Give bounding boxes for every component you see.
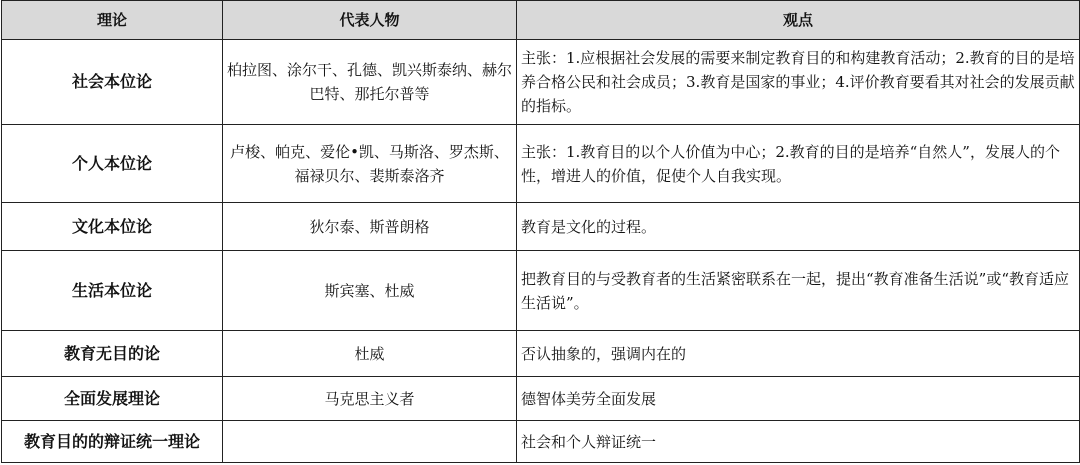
table-row	[2, 203, 1080, 251]
people-cell: 马克思主义者	[223, 377, 517, 421]
people-cell: 斯宾塞、杜威	[223, 251, 517, 331]
view-cell: 把教育目的与受教育者的生活紧密联系在一起，提出“教育准备生活说”或“教育适应生活说”。	[517, 251, 1080, 331]
people-cell: 狄尔泰、斯普朗格	[223, 203, 517, 251]
theory-cell: 社会本位论	[2, 40, 223, 125]
header-view: 观点	[517, 1, 1080, 40]
table-row	[2, 421, 1080, 463]
view-cell: 主张：1.教育目的以个人价值为中心；2.教育的目的是培养“自然人”，发展人的个性，增进人的价值，促使个人自我实现。	[517, 125, 1080, 203]
header-people: 代表人物	[223, 1, 517, 40]
table-row	[2, 251, 1080, 331]
table-row	[2, 377, 1080, 421]
view-cell: 教育是文化的过程。	[517, 203, 1080, 251]
theory-cell: 个人本位论	[2, 125, 223, 203]
theory-cell: 全面发展理论	[2, 377, 223, 421]
people-cell: 柏拉图、涂尔干、孔德、凯兴斯泰纳、赫尔巴特、那托尔普等	[223, 40, 517, 125]
view-cell: 主张：1.应根据社会发展的需要来制定教育目的和构建教育活动；2.教育的目的是培养合格公民和社会成员；3.教育是国家的事业；4.评价教育要看其对社会的发展贡献的指标。	[517, 40, 1080, 125]
header-row	[2, 1, 1080, 40]
theory-cell: 教育目的的辩证统一理论	[2, 421, 223, 463]
table-row	[2, 331, 1080, 377]
theory-cell: 文化本位论	[2, 203, 223, 251]
people-cell: 杜威	[223, 331, 517, 377]
theory-cell: 生活本位论	[2, 251, 223, 331]
view-cell: 社会和个人辩证统一	[517, 421, 1080, 463]
theory-cell: 教育无目的论	[2, 331, 223, 377]
table-row	[2, 125, 1080, 203]
view-cell: 否认抽象的，强调内在的	[517, 331, 1080, 377]
table-row	[2, 40, 1080, 125]
people-cell	[223, 421, 517, 463]
theory-table	[1, 0, 1080, 463]
people-cell: 卢梭、帕克、爱伦•凯、马斯洛、罗杰斯、福禄贝尔、裴斯泰洛齐	[223, 125, 517, 203]
view-cell: 德智体美劳全面发展	[517, 377, 1080, 421]
header-theory: 理论	[2, 1, 223, 40]
